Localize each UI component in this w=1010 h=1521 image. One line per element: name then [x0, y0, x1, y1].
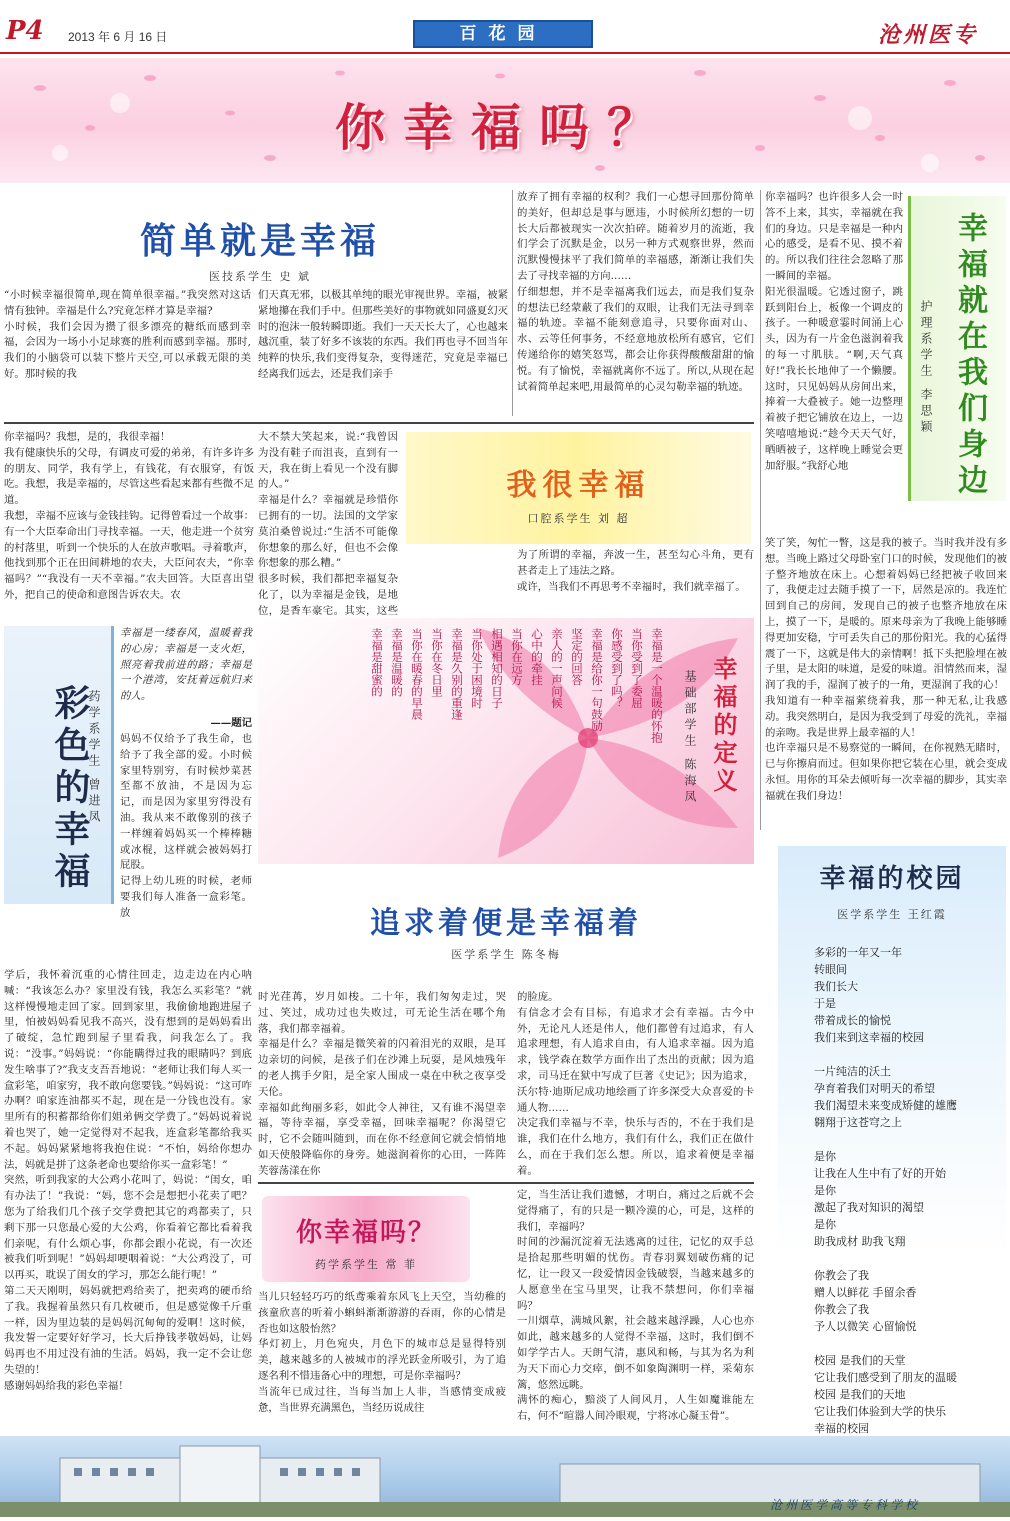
article-body-col2: 们天真无邪，以极其单纯的眼光审视世界。幸福，被紧紧地攥在我们手中。但那些美好的事物就如同盛夏幻灭时的泡沫一般转瞬即逝。我们一天天长大了，心也越来越沉重，装了好多不该装的东西。我们再也寻不回当年纯粹的快乐,我们变得复杂，变得迷茫，究竟是幸福已经离我们远去，还是我们亲手 [258, 289, 508, 380]
poem-line: 当你受到了委屈 [630, 628, 644, 709]
poem-line: 当你处于困境时 [470, 628, 484, 709]
article-byline: 医学系学生 王红霞 [837, 908, 947, 921]
article-body-col2: 的脸庞。 有信念才会有目标，有追求才会有幸福。古今中外，无论凡人还是伟人，他们都曾有过追求，有人追求理想，有人追求自由，有人追求幸福。因为追求，钱学森在数学方面作出了杰出的贡献；因为追求，司马迁在狱中写成了巨著《史记》；因为追求，沃尔特·迪斯尼成功地绘画了许多深受大众喜爱的卡通人物…… 决定我们幸福与不幸，快乐与否的，不在于我们是谁，我们在什么地方，我们有什么，我们正在做什么，而在于我们怎么想。所以，追求着便是幸福着。 [517, 991, 754, 1177]
issue-date: 2013 年 6 月 16 日 [68, 30, 168, 44]
banner-title: 你幸福吗？ [335, 99, 675, 157]
poem-line: 你感受到了吗？ [610, 628, 624, 709]
poem-line: 当你在冬日里 [430, 628, 444, 697]
article-title-colorful-happiness: 彩色的幸福 [49, 684, 90, 894]
article-body-bottom: 笑了笑，匆忙一瞥，这是我的被子。当时我并没有多想。当晚上路过父母卧室门口的时候，发现他们的被子整齐地放在床上。心想着妈妈已经把被子收回来了，我便走过去随手摸了一下，居然是凉的。我连忙回到自己的房间，发现自己的被子也整齐地放在床上，摸了一下，是暖的。原来母亲为了我晚上能够睡得更加安稳，宁可丢失自己的那份阳光。我的心猛得震了一下，这就是伟大的亲情啊！抵下头把脸埋在被子里，是太阳的味道，是爱的味道。泪情然而来，湿润了我的手，湿润了被子的一角，更湿润了我的心！ 我知道有一种幸福萦绕着我，那一种无私,让我感动。我突然明白，是因为我受到了母爱的洗礼，幸福的亲吻。我是世界上最幸福的人！ 也许幸福只是不易察觉的一瞬间，在你视熟无睹时，已与你擦肩而过。但如果你把它装在心里，就会变成永恒。用你的耳朵去倾听每一次幸福的脚步，其实幸福就在我们身边！ [765, 537, 1007, 802]
poem-line: 当你在暖春的早晨 [410, 628, 424, 720]
article-title-pursuing-is-happiness: 追求着便是幸福着 [370, 906, 642, 941]
article-body-col2: 大不禁大笑起来，说:“我曾因为没有鞋子而沮丧，直到有一天，我在街上看见一个没有脚的人。” 幸福是什么？幸福就是珍惜你已拥有的一切。法国的文学家莫泊桑曾说过:“生活不可能像你想象的那么好，但也不会像你想象的那么糟。” 很多时候，我们都把幸福复杂化了，以为幸福是金钱，是地位，是香车豪宅。其实，这些 [258, 431, 398, 617]
poem-line: 幸福是温暖的 [390, 628, 404, 697]
poem-line: 幸福是一个温暖的怀抱 [650, 628, 664, 743]
article-title-happy-campus: 幸福的校园 [819, 864, 965, 894]
article-body-narrow: 妈妈不仅给予了我生命，也给予了我全部的爱。小时候家里特别穷，有时候炒菜甚至都不放油，不是因为忘记，而是因为家里穷得没有油。我从来不敢像别的孩子一样缠着妈妈买一个棒棒糖或冰棍，这样就会被妈妈打屁股。 记得上幼儿班的时候，老师要我们每人准备一盒彩笔。放 [120, 733, 252, 919]
article-byline: 药学系学生 常 菲 [315, 1258, 417, 1271]
article-byline: 药学系学生 曾进凤 [87, 690, 101, 826]
poem-line: 坚定的回答 [570, 628, 584, 686]
page-number: P4 [6, 16, 44, 46]
section-divider [258, 1182, 754, 1184]
article-body-col3: 放弃了拥有幸福的权利？我们一心想寻回那份简单的美好，但却总是事与愿违，小时候所幻想的一切长大后都被现实一次次拍碎。随着岁月的流逝，我们学会了沉默是金，以另一种方式观察世界，然而沉默慢慢抹平了我们简单的幸福感，渐渐让我们失去了寻找幸福的方向…… 仔细想想，并不是幸福离我们远去，而是我们复杂的想法已经蒙蔽了我们的双眼，让我们无法寻到幸福的轨迹。幸福不能刻意追寻，只要你面对山、水、云等任何事务，不经意地放松所有感官，它们传递给你的嬉笑怒骂，都会让你获得酸酸甜甜的愉悦。有了愉悦，幸福就离你不远了。所以,从现在起试着简单起来吧,用最简单的心灵勾勒幸福的轨迹。 [517, 191, 754, 393]
poem-line: 幸福是给你一句鼓励 [590, 628, 604, 732]
article-title-are-you-happy: 你幸福吗？ [295, 1218, 436, 1248]
article-epigraph: 幸福是一缕春风，温暖着我的心房；幸福是一支火炬，照亮着我前进的路；幸福是一个港湾，安抚着远航归来的人。 [120, 627, 252, 703]
column-divider [512, 190, 513, 416]
article-body-col3: 为了所谓的幸福，奔波一生，甚至勾心斗角，更有甚者走上了违法之路。 或许，当我们不再思考不幸福时，我们就幸福了。 [517, 549, 754, 593]
poem-line: 心中的牵挂 [530, 628, 544, 686]
poem-line: 当你在远方 [510, 628, 524, 686]
school-name-sign: 沧州医学高等专科学校 [769, 1498, 920, 1512]
article-byline: 基础部学生 陈海凤 [683, 670, 697, 806]
article-title-simple-happiness: 简单就是幸福 [139, 220, 380, 262]
poem-line: 亲人的一声问候 [550, 628, 564, 709]
article-body-col2: 定，当生活让我们遗憾，才明白，痛过之后就不会觉得痛了，有的只是一颗冷漠的心，可是，这样的我们，幸福吗？ 时间的沙漏沉淀着无法逃离的过往，记忆的双手总是拾起那些明媚的忧伤。青春羽翼划破伤痛的记忆，让一段又一段爱情因金钱破裂，当越来越多的人愿意坐在宝马里哭，让我不禁想问，你们幸福吗？ 一川烟草，满城风絮，社会越来越浮躁，人心也亦如此，越来越多的人觉得不幸福，这时，我们倒不如学学古人。天朗气清，惠风和畅，与其为名为利为天下而心力交瘁，倒不如象陶渊明一样，采菊东篱，悠然远眺。 满怀的痴心，黯淡了人间风月，人生如魔谁能左右，何不“暄嚣人间冷眼观，宁将冰心凝玉骨”。 [517, 1189, 754, 1423]
poem-line: 幸福是久别的重逢 [450, 628, 464, 720]
header-rule [0, 52, 1010, 54]
article-body-top: 你幸福吗？也许很多人会一时答不上来，其实，幸福就在我们的身边。只是幸福是一种内心的感受，是看不见、摸不着的。所以我们往往会忽略了那一瞬间的幸福。 阳光很温暖。它透过窗子，跳跃到阳台上，板像一个调皮的孩子。一种暖意霎时间涌上心头，因为有一片金色滋润着我的每一寸肌肤。“啊,天气真好!”我长长地伸了一个懒腰。这时，只见妈妈从房间出来，捧着一大叠被子。她一边整理着被子把它铺放在边上，一边笑嘻嘻地说:“趁今天天气好，晒晒被子，这样晚上睡觉会更加舒服。”我舒心地 [765, 191, 903, 472]
article-title-happiness-beside-us: 幸福就在我们身边 [952, 212, 987, 500]
article-byline: 医学系学生 陈冬梅 [451, 948, 561, 961]
campus-poem-body: 多彩的一年又一年 转眼间 我们长大 于是 带着成长的愉悦 我们来到这幸福的校园 一片纯洁的沃土 孕育着我们对明天的希望 我们渴望未来变成矫健的雄鹰 翱翔于这苍穹之上 是你 让我在人生中有了好的开始 是你 激起了我对知识的渴望 是你 助我成材 助我飞翔 你教会了我 赠人以鲜花 手留余香 你教会了我 予人以微笑 心留愉悦 校园 是我们的天堂 它让我们感受到了朋友的温暖 校园 是我们的天地 它让我们体验到大学的快乐 幸福的校园 [814, 946, 957, 1435]
newspaper-brand: 沧州医专 [878, 22, 979, 48]
poem-line: 幸福是甜蜜的 [370, 628, 384, 697]
article-body-wide: 学后，我怀着沉重的心情往回走，边走边在内心呐喊：“我该怎么办？家里没有钱，我怎么买彩笔？”就这样慢慢地走回了家。回到家里，我偷偷地跑进屋子里，怕被妈妈看见我不高兴，没有想到的是妈妈看出了破绽，急忙跑到屋子里看我，问我怎么了。我说：“没事。”妈妈说：“你能瞒得过我的眼睛吗？到底发生啥事了?”我支支吾吾地说：“老师让我们每人买一盒彩笔，咱家穷，我不敢向您要钱。”妈妈说：“这可咋办啊？咱家连油都买不起，现在是一分钱也没有。家里所有的积蓄都给你们姐弟俩交学费了。”妈妈说着说着也哭了，她一定觉得对不起我，连盒彩笔都给我买不起。妈妈紧紧地将我抱住说：“不怕，妈给你想办法，妈就是拼了这条老命也要给你买一盒彩笔！” 突然，听到我家的大公鸡小花叫了，妈说：“闺女，咱有办法了！”我说：“妈，您不会是想把小花卖了吧？您为了给我们几个孩子交学费把其它的鸡都卖了，只剩下那一只您最心爱的大公鸡，你看着它都比看着我们亲呢，有什么烦心事，你都会跟小花说，有一次还被我们听到呢！”妈妈却哽咽着说：“大公鸡没了，可以再买，耽误了闺女的学习，那怎么能行呢！” 第二天天刚明，妈妈就把鸡给卖了，把卖鸡的硬币给了我。我握着虽然只有几枚硬币，但是感觉像千斤重一样，因为里边装的是妈妈沉甸甸的爱啊！这时候，我发誓一定要好好学习，长大后挣钱孝敬妈妈，让妈妈再也不用过没有油的生活。妈妈，我一定不会让您失望的！ 感谢妈妈给我的彩色幸福！ [4, 969, 252, 1392]
poem-line: 相遇相知的日子 [490, 628, 504, 709]
definition-poem-columns [270, 628, 665, 858]
article-byline: 口腔系学生 刘 超 [527, 512, 630, 525]
column-divider [760, 190, 761, 830]
article-byline: 医技系学生 史 斌 [209, 270, 311, 283]
section-divider [4, 422, 754, 424]
article-body-col1: 时光荏苒，岁月如梭。二十年，我们匆匆走过，哭过、笑过，成功过也失败过，可无论生活在哪个角落，我们都幸福着。 幸福是什么？幸福是微笑着的闪着泪光的双眼，是耳边亲切的问候，是孩子们在沙滩上玩耍，是风烛残年的老人携手夕阳，是全家人围成一桌在中秋之夜享受天伦。 幸福如此绚丽多彩，如此令人神往，又有谁不渴望幸福，等待幸福，享受幸福，回味幸福呢？你渴望它时，它不会随叫随到，而在你不经意间它就会悄悄地如天使般降临你的身旁。她滋润着你的心田，一阵阵芙蓉荡漾在你 [258, 991, 506, 1177]
article-byline: 护理系学生 李思颖 [919, 300, 933, 436]
article-title-definition-of-happiness: 幸福的定义 [709, 656, 737, 796]
epigraph-credit: ——题记 [210, 717, 252, 729]
article-body-col1: 当儿只轻轻巧巧的纸鸢乘着东风飞上天空，当幼稚的孩童欣喜的听着小蝌蚪渐渐游游的吞雨，你的心情是否也如这般怡然？ 华灯初上，月色宛央，月色下的城市总是显得特别美，越来越多的人被城市的浮光跃金所吸引，为了追逐名利不惜违备心中的理想，可是你幸福吗？ 当流年已成过往，当每当加上人非，当感情变成疲惫，当世界充满黑色，当经历说成往 [258, 1291, 506, 1414]
article-body-col1: “小时候幸福很简单,现在简单很幸福。”我突然对这话情有独钟。幸福是什么?究竟怎样才算是幸福? 小时候，我们会因为攒了很多漂亮的糖纸而感到幸福，会因为一场小小足球赛的胜利而感到幸福。那时,我们的小脑袋可以装下整片天空,可以承载无限的美好。那时候的我 [4, 289, 251, 380]
article-title-very-happy: 我很幸福 [506, 468, 651, 503]
article-body-col1: 你幸福吗？我想，是的，我很幸福！ 我有健康快乐的父母，有调皮可爱的弟弟，有许多许多的朋友、同学，我有学上，有钱花，有衣服穿，有饭吃。我想，我是幸福的，尽管这些看起来都有些微不足道。 我想，幸福不应该与金钱挂钩。记得曾看过一个故事：有一个大臣奉命出门寻找幸福。一天，他走进一个贫穷的村落里，听到一个快乐的人在放声歌唱。寻着歌声，他找到那个正在田间耕地的农夫，大臣问农夫，“你幸福吗？”“我没有一天不幸福。”农夫回答。大臣喜出望外，把自己的使命和意图告诉农夫。农 [4, 431, 254, 601]
section-name: 百花园 [413, 20, 593, 48]
